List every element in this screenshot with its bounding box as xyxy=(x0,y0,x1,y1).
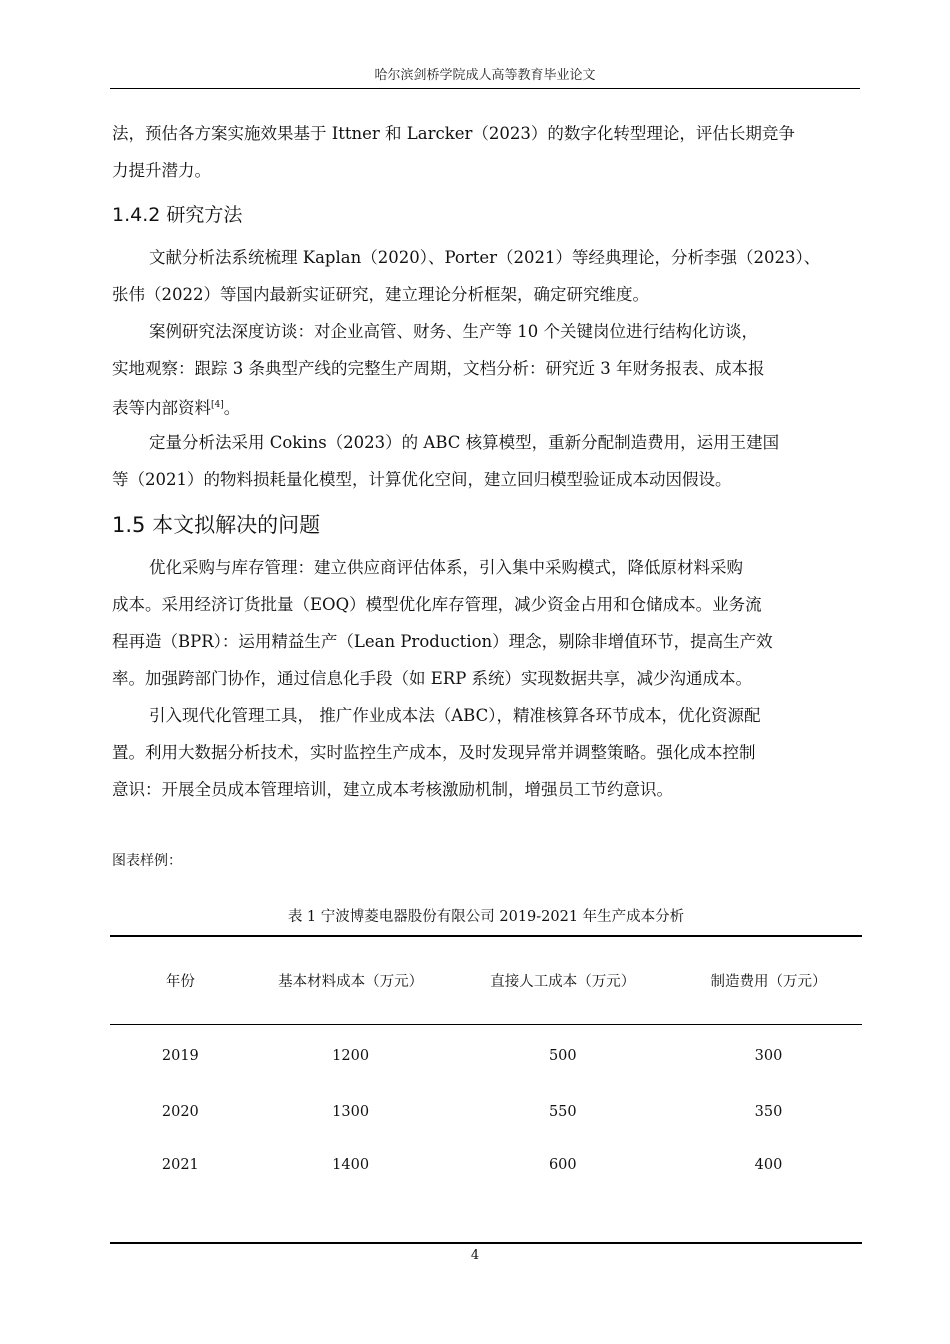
paragraph-quantitative-method xyxy=(112,424,860,498)
table-row xyxy=(110,1140,862,1243)
header-material-cost: 基本材料成本（万元） xyxy=(251,936,451,1025)
text-line: 置。利用大数据分析技术，实时监控生产成本，及时发现异常并调整策略。强化成本控制 xyxy=(112,743,756,762)
text-line xyxy=(112,387,860,427)
table-row xyxy=(110,1025,862,1085)
text-line: 程再造（BPR）：运用精益生产（Lean Production）理念，剔除非增值环节，提高生产效 xyxy=(112,632,773,651)
cell-overhead: 300 xyxy=(754,1048,783,1064)
cell-material: 1200 xyxy=(332,1048,370,1064)
cell-labor: 600 xyxy=(451,1140,675,1243)
text-line: 率。加强跨部门协作，通过信息化手段（如 ERP 系统）实现数据共享，减少沟通成本。 xyxy=(112,669,753,688)
text-line: 引入现代化管理工具， 推广作业成本法（ABC），精准核算各环节成本，优化资源配 xyxy=(149,706,761,725)
cell-material: 1300 xyxy=(332,1104,370,1120)
table-row xyxy=(110,1084,862,1140)
paragraph-continuation xyxy=(112,115,860,189)
section-heading-1-4-2: 1.4.2 研究方法 xyxy=(112,204,243,226)
text-fragment: 表等内部资料 xyxy=(112,398,211,418)
citation-reference: [4] xyxy=(211,400,224,410)
cost-analysis-table xyxy=(110,935,862,1244)
text-fragment: 。 xyxy=(223,398,241,418)
cell-overhead: 400 xyxy=(675,1140,862,1243)
text-line: 文献分析法系统梳理 Kaplan（2020）、Porter（2021）等经典理论，分析李强（2023）、 xyxy=(149,248,821,267)
text-line: 成本。采用经济订货批量（EOQ）模型优化库存管理，减少资金占用和仓储成本。业务流 xyxy=(112,595,762,614)
header-year: 年份 xyxy=(110,936,251,1025)
cell-year: 2021 xyxy=(110,1140,251,1243)
cell-year: 2019 xyxy=(161,1048,199,1064)
figure-label: 图表样例： xyxy=(112,853,182,869)
cell-year: 2020 xyxy=(161,1104,199,1120)
cell-labor: 500 xyxy=(548,1048,577,1064)
paragraph-procurement xyxy=(112,549,860,697)
text-line: 优化采购与库存管理：建立供应商评估体系，引入集中采购模式，降低原材料采购 xyxy=(149,558,743,577)
text-line: 法，预估各方案实施效果基于 Ittner 和 Larcker（2023）的数字化转型理论，评估长期竞争 xyxy=(112,124,795,143)
page-header: 哈尔滨剑桥学院成人高等教育毕业论文 xyxy=(374,68,596,83)
cell-labor: 550 xyxy=(548,1104,577,1120)
cell-material: 1400 xyxy=(251,1140,451,1243)
text-line: 等（2021）的物料损耗量化模型，计算优化空间，建立回归模型验证成本动因假设。 xyxy=(112,470,732,489)
paragraph-management-tools xyxy=(112,697,860,808)
text-line: 张伟（2022）等国内最新实证研究，建立理论分析框架，确定研究维度。 xyxy=(112,285,649,304)
paragraph-case-method xyxy=(112,313,860,427)
text-line: 定量分析法采用 Cokins（2023）的 ABC 核算模型，重新分配制造费用，运用王建国 xyxy=(149,433,780,452)
table-caption: 表 1 宁波博菱电器股份有限公司 2019-2021 年生产成本分析 xyxy=(287,909,685,925)
text-line: 力提升潜力。 xyxy=(112,161,211,180)
text-line: 实地观察：跟踪 3 条典型产线的完整生产周期，文档分析：研究近 3 年财务报表、成本报 xyxy=(112,359,765,378)
paragraph-literature-method xyxy=(112,239,860,313)
header-overhead: 制造费用（万元） xyxy=(675,936,862,1025)
section-heading-1-5: 1.5 本文拟解决的问题 xyxy=(112,513,321,537)
text-line: 案例研究法深度访谈：对企业高管、财务、生产等 10 个关键岗位进行结构化访谈， xyxy=(149,322,758,341)
header-labor-cost: 直接人工成本（万元） xyxy=(451,936,675,1025)
header-rule xyxy=(110,88,860,89)
table-header-row xyxy=(110,936,862,1025)
text-line: 意识：开展全员成本管理培训，建立成本考核激励机制，增强员工节约意识。 xyxy=(112,780,673,799)
page-number: 4 xyxy=(470,1248,480,1263)
cell-overhead: 350 xyxy=(754,1104,783,1120)
